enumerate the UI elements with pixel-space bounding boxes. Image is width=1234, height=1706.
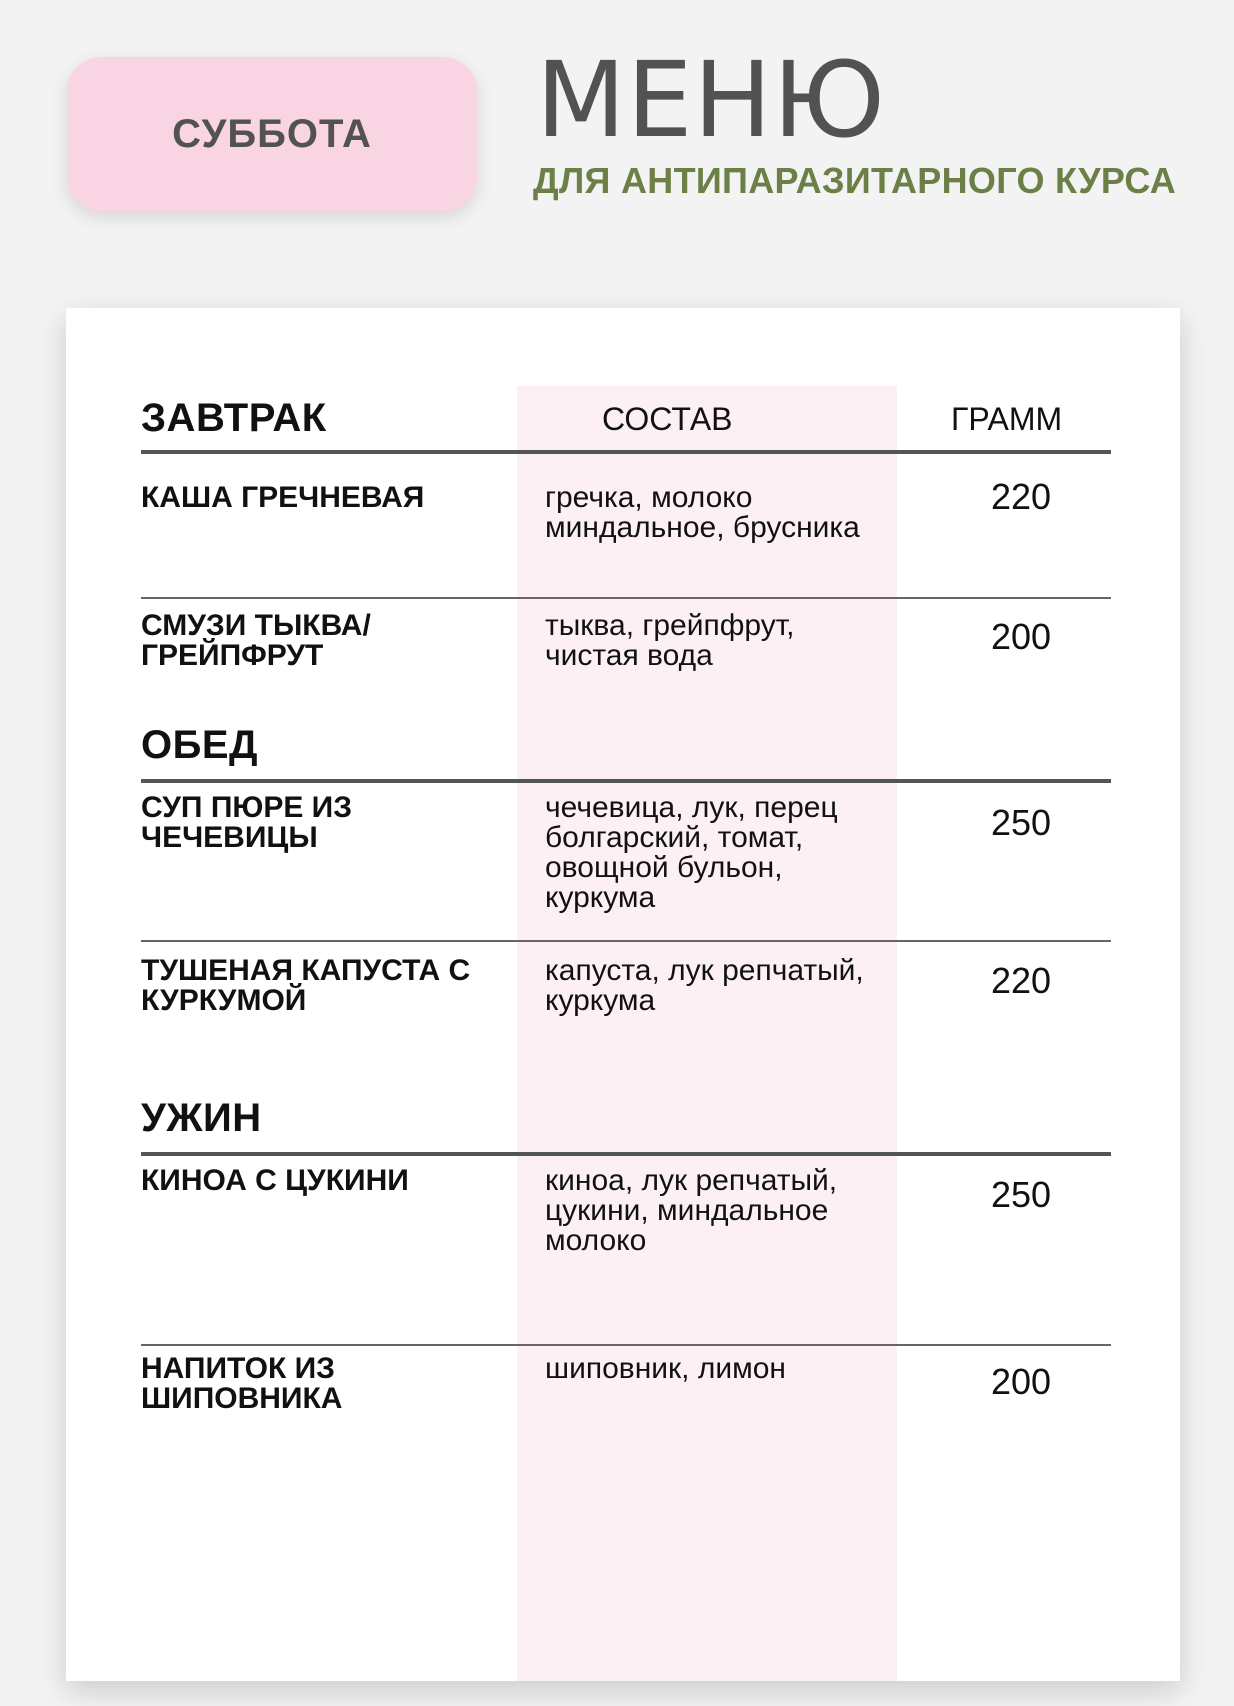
ingredients-column-background: [517, 386, 897, 1681]
dish-name: КАША ГРЕЧНЕВАЯ: [141, 481, 425, 514]
row-divider: [141, 940, 1111, 942]
dish-grams: 200: [990, 1361, 1052, 1402]
row-divider: [141, 1344, 1111, 1346]
dish-ingredients: капуста, лук репчатый, куркума: [545, 954, 864, 1017]
day-label: СУББОТА: [172, 111, 372, 156]
dish-grams: 250: [990, 1174, 1052, 1215]
dish-ingredients: шиповник, лимон: [545, 1352, 786, 1385]
section-divider: [141, 779, 1111, 783]
section-divider: [141, 450, 1111, 454]
page-title: МЕНЮ: [536, 39, 886, 161]
dish-grams: 200: [990, 616, 1052, 657]
column-header-grams: ГРАММ: [951, 401, 1063, 437]
section-divider: [141, 1152, 1111, 1156]
dish-ingredients: тыква, грейпфрут, чистая вода: [545, 609, 795, 672]
section-title-dinner: УЖИН: [141, 1096, 262, 1140]
section-title-lunch: ОБЕД: [141, 723, 259, 767]
section-title-breakfast: ЗАВТРАК: [141, 396, 327, 440]
dish-name: СМУЗИ ТЫКВА/ ГРЕЙПФРУТ: [141, 609, 371, 672]
dish-name: СУП ПЮРЕ ИЗ ЧЕЧЕВИЦЫ: [141, 791, 353, 854]
dish-grams: 220: [990, 476, 1052, 517]
row-divider: [141, 597, 1111, 599]
page-subtitle: ДЛЯ АНТИПАРАЗИТАРНОГО КУРСА: [533, 160, 1177, 201]
dish-name: НАПИТОК ИЗ ШИПОВНИКА: [141, 1352, 343, 1415]
dish-name: КИНОА С ЦУКИНИ: [141, 1164, 409, 1197]
dish-grams: 220: [990, 960, 1052, 1001]
dish-name: ТУШЕНАЯ КАПУСТА С КУРКУМОЙ: [141, 954, 471, 1017]
dish-grams: 250: [990, 802, 1052, 843]
dish-ingredients: гречка, молоко миндальное, брусника: [545, 481, 860, 544]
menu-card: [66, 308, 1180, 1681]
dish-ingredients: киноа, лук репчатый, цукини, миндальное молоко: [545, 1164, 838, 1257]
column-header-ingredients: СОСТАВ: [602, 401, 733, 437]
dish-ingredients: чечевица, лук, перец болгарский, томат, овощной бульон, куркума: [545, 791, 838, 914]
day-badge: [67, 57, 477, 211]
